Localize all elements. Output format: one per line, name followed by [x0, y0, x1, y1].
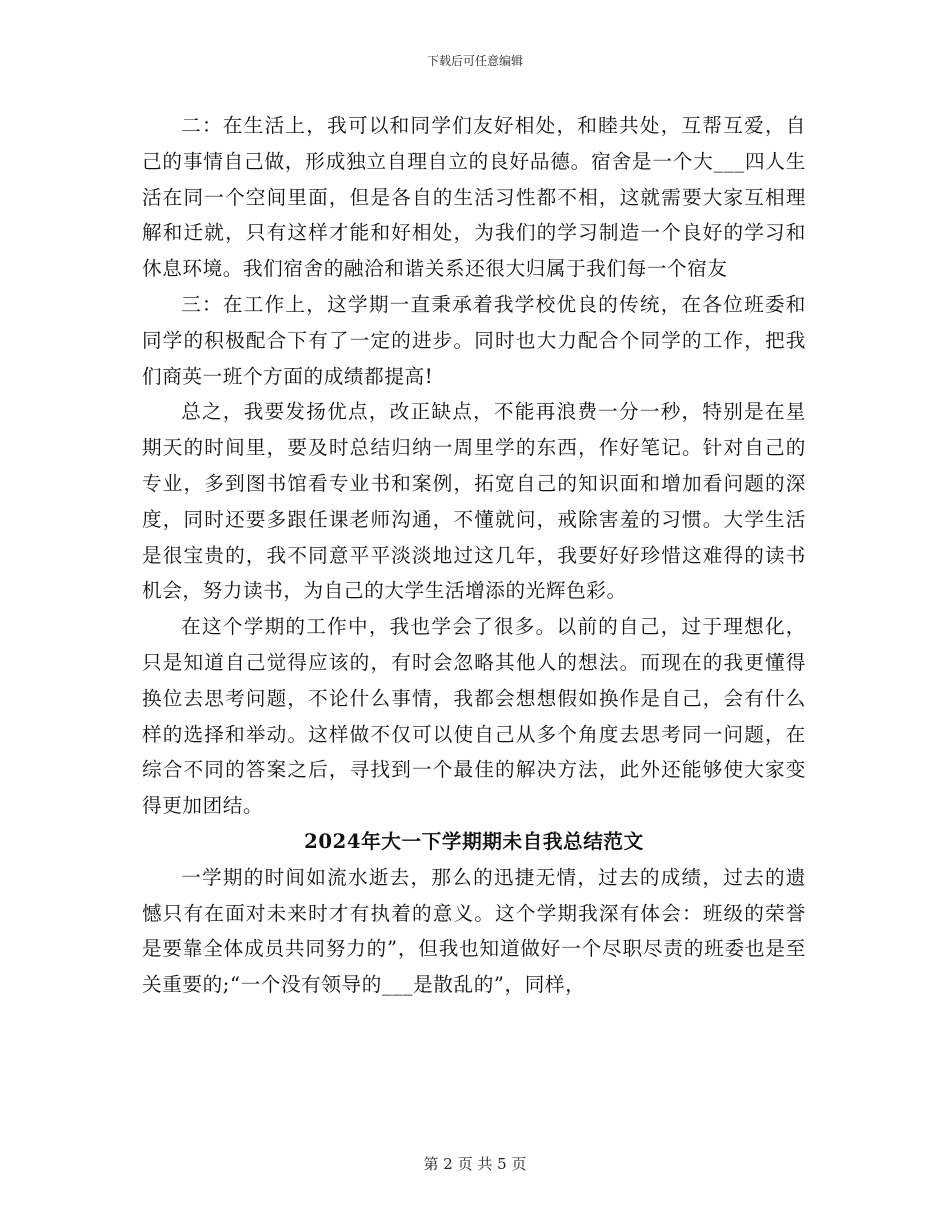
- paragraph-work: 三：在工作上，这学期一直秉承着我学校优良的传统，在各位班委和同学的积极配合下有了一定的进步。同时也大力配合个同学的工作，把我们商英一班个方面的成绩都提高!: [142, 292, 806, 388]
- paragraph-learned: 在这个学期的工作中，我也学会了很多。以前的自己，过于理想化，只是知道自己觉得应该的，有时会忽略其他人的想法。而现在的我更懂得换位去思考问题，不论什么事情，我都会想想假如换作是自己，会有什么样的选择和举动。这样做不仅可以使自己从多个角度去思考同一问题，在综合不同的答案之后，寻找到一个最佳的解决方法，此外还能够使大家变得更加团结。: [142, 615, 806, 818]
- page-number: 第 2 页 共 5 页: [423, 1155, 527, 1173]
- document-body: [142, 108, 806, 1003]
- page-header-note: 下载后可任意编辑: [426, 54, 523, 68]
- paragraph-life: 二：在生活上，我可以和同学们友好相处，和睦共处，互帮互爱，自己的事情自己做，形成独立自理自立的良好品德。宿舍是一个大___四人生活在同一个空间里面，但是各自的生活习性都不相，这就需要大家互相理解和迁就，只有这样才能和好相处，为我们的学习制造一个良好的学习和休息环境。我们宿舍的融洽和谐关系还很大归属于我们每一个宿友: [142, 114, 806, 281]
- section-title: 2024年大一下学期期未自我总结范文: [304, 829, 644, 853]
- paragraph-summary: 总之，我要发扬优点，改正缺点，不能再浪费一分一秒，特别是在星期天的时间里，要及时总结归纳一周里学的东西，作好笔记。针对自己的专业，多到图书馆看专业书和案例，拓宽自己的知识面和增加看问题的深度，同时还要多跟任课老师沟通，不懂就问，戒除害羞的习惯。大学生活是很宝贵的，我不同意平平淡淡地过这几年，我要好好珍惜这难得的读书机会，努力读书，为自己的大学生活增添的光辉色彩。: [142, 400, 806, 603]
- paragraph-semester: 一学期的时间如流水逝去，那么的迅捷无情，过去的成绩，过去的遗憾只有在面对未来时才有执着的意义。这个学期我深有体会：班级的荣誉是要靠全体成员共同努力的”，但我也知道做好一个尽职尽责的班委也是至关重要的;“一个没有领导的___是散乱的”，同样，: [142, 865, 806, 997]
